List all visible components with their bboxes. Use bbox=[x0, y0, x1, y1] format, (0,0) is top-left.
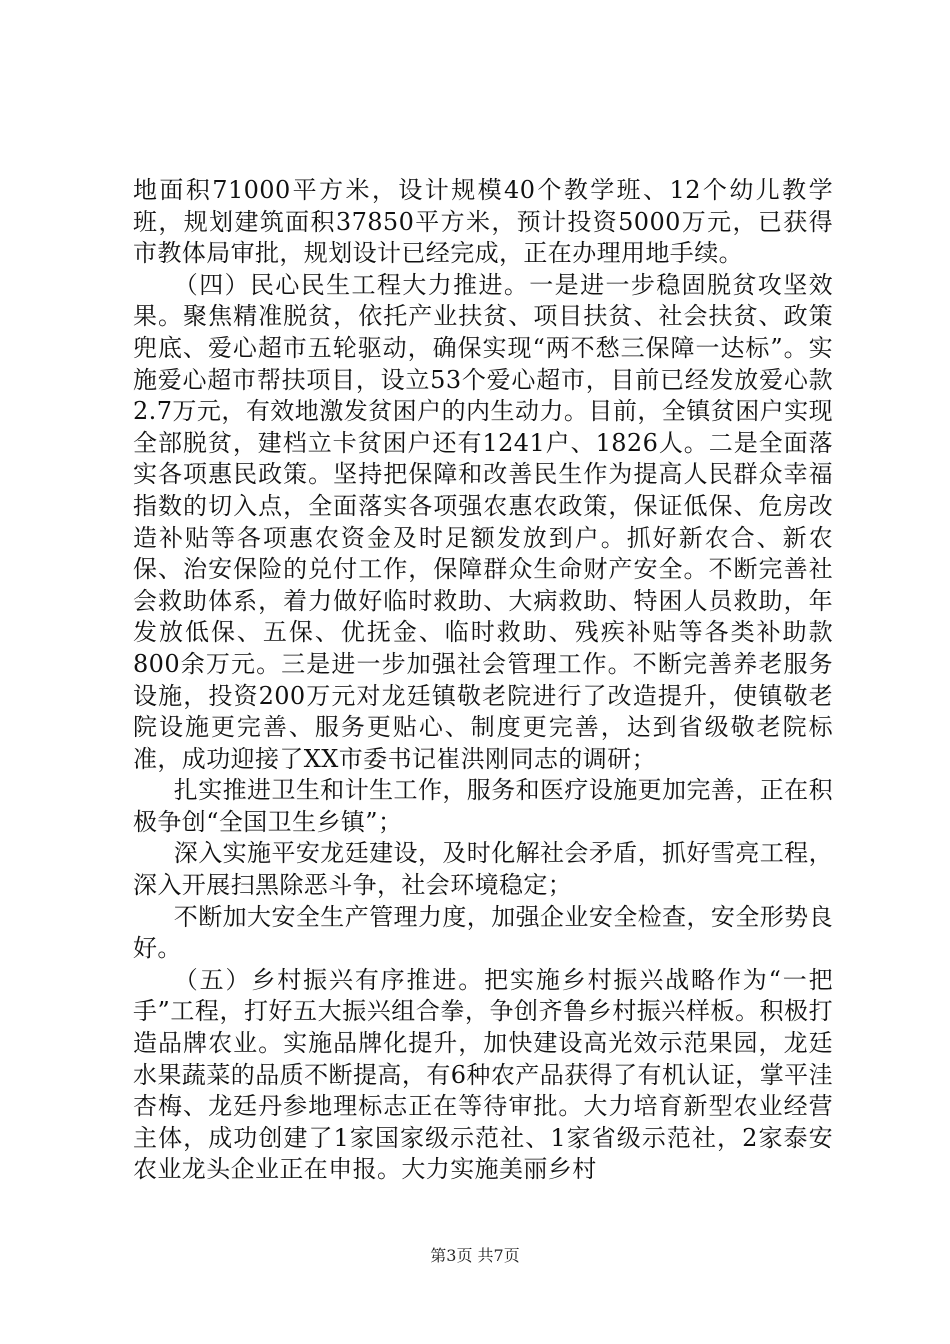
paragraph-safety-construction: 深入实施平安龙廷建设，及时化解社会矛盾，抓好雪亮工程，深入开展扫黑除恶斗争，社会环境稳定； bbox=[133, 839, 833, 900]
document-body bbox=[133, 175, 833, 1186]
paragraph-health-work: 扎实推进卫生和计生工作，服务和医疗设施更加完善，正在积极争创“全国卫生乡镇”； bbox=[133, 776, 833, 836]
paragraph-section-five: （五）乡村振兴有序推进。把实施乡村振兴战略作为“一把手”工程，打好五大振兴组合拳，争创齐鲁乡村振兴样板。积极打造品牌农业。实施品牌化提升，加快建设高光效示范果园，龙廷水果蔬菜的品质不断提高，有6种农产品获得了有机认证，掌平洼杏梅、龙廷丹参地理标志正在等待审批。大力培育新型农业经营主体，成功创建了1家国家级示范社、1家省级示范社，2家泰安农业龙头企业正在申报。大力实施美丽乡村 bbox=[133, 965, 833, 1184]
page-number-footer: 第3页 共7页 bbox=[430, 1246, 520, 1265]
paragraph-section-four: （四）民心民生工程大力推进。一是进一步稳固脱贫攻坚效果。聚焦精准脱贫，依托产业扶贫、项目扶贫、社会扶贫、政策兜底、爱心超市五轮驱动，确保实现“两不愁三保障一达标”。实施爱心超市帮扶项目，设立53个爱心超市，目前已经发放爱心款2.7万元，有效地激发贫困户的内生动力。目前，全镇贫困户实现全部脱贫，建档立卡贫困户还有1241户、1826人。二是全面落实各项惠民政策。坚持把保障和改善民生作为提高人民群众幸福指数的切入点，全面落实各项强农惠农政策，保证低保、危房改造补贴等各项惠农资金及时足额发放到户。抓好新农合、新农保、治安保险的兑付工作，保障群众生命财产安全。不断完善社会救助体系，着力做好临时救助、大病救助、特困人员救助，年发放低保、五保、优抚金、临时救助、残疾补贴等各类补助款800余万元。三是进一步加强社会管理工作。不断完善养老服务设施，投资200万元对龙廷镇敬老院进行了改造提升，使镇敬老院设施更完善、服务更贴心、制度更完善，达到省级敬老院标准，成功迎接了XX市委书记崔洪刚同志的调研； bbox=[133, 270, 833, 773]
paragraph-continuation: 地面积71000平方米，设计规模40个教学班、12个幼儿教学班，规划建筑面积37850平方米，预计投资5000万元，已获得市教体局审批，规划设计已经完成，正在办理用地手续。 bbox=[133, 176, 833, 268]
paragraph-production-safety: 不断加大安全生产管理力度，加强企业安全检查，安全形势良好。 bbox=[133, 902, 833, 963]
